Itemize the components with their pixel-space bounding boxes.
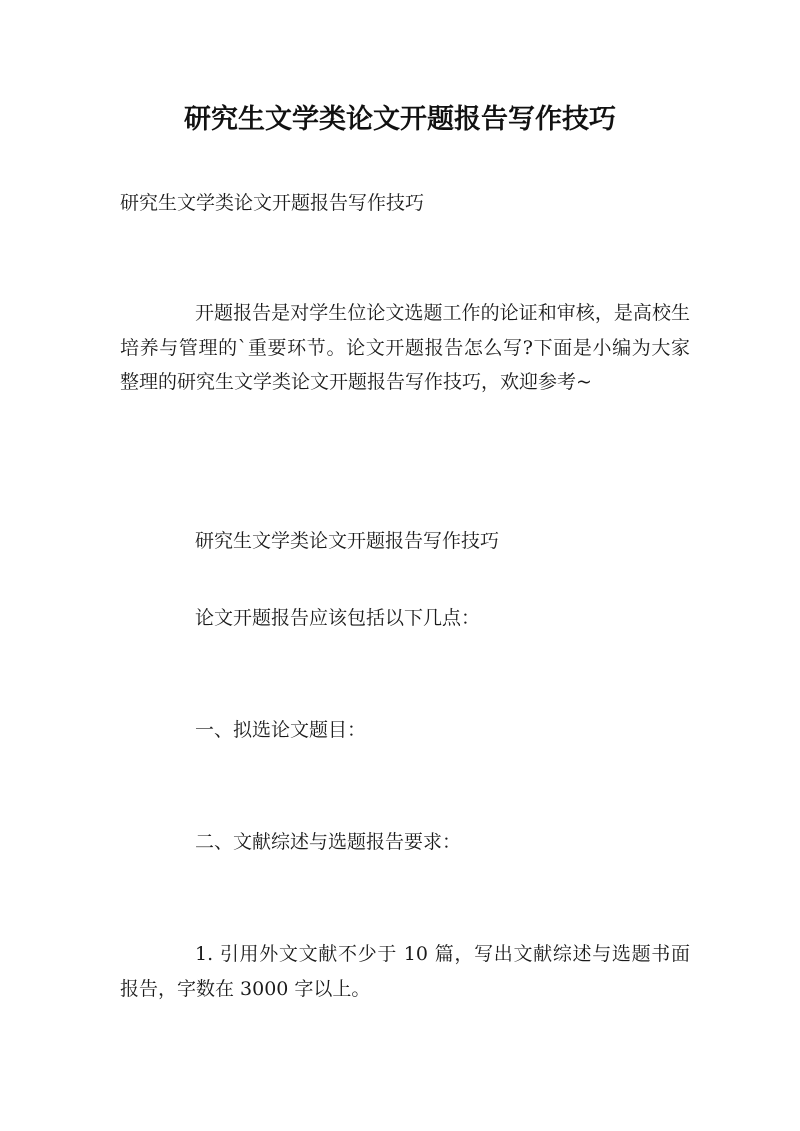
document-title: 研究生文学类论文开题报告写作技巧 [184,104,616,135]
points-intro: 论文开题报告应该包括以下几点： [195,607,481,629]
section-heading: 研究生文学类论文开题报告写作技巧 [195,530,500,552]
list-item-proposed-title: 一、拟选论文题目： [195,719,367,741]
document-subtitle: 研究生文学类论文开题报告写作技巧 [120,192,425,214]
intro-paragraph: 开题报告是对学生位论文选题工作的论证和审核，是高校生培养与管理的`重要环节。论文开题报告怎么写?下面是小编为大家整理的研究生文学类论文开题报告写作技巧，欢迎参考~ [120,302,690,393]
list-item-reference-requirement: 1. 引用外文文献不少于 10 篇，写出文献综述与选题书面报告，字数在 3000 字以上。 [120,943,690,1000]
list-item-literature-review: 二、文献综述与选题报告要求： [195,831,462,853]
